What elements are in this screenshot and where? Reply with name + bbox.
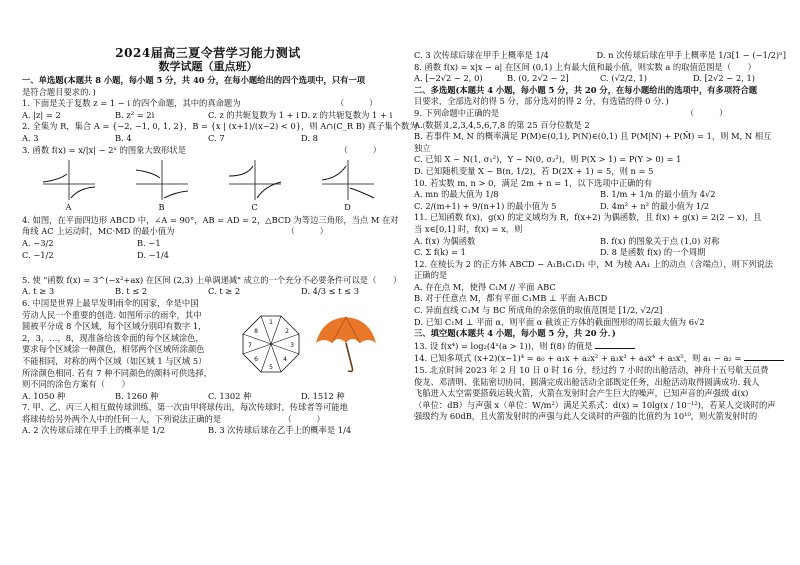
question-4-block [22, 214, 399, 275]
option-a: A. 1050 种 [22, 390, 66, 401]
svg-text:3: 3 [290, 342, 294, 350]
question-6-line: 所涂颜色相同. 若有 7 种不同颜色的颜料可供选择， [22, 367, 213, 378]
svg-text:7: 7 [248, 342, 252, 350]
answer-blank[interactable] [744, 352, 784, 361]
question-12-option-b: B. 对于任意点 M，都有平面 C₁MB ⊥ 平面 A₁BCD [414, 293, 608, 304]
section-single-choice-note: 是符合题目要求的．) [22, 86, 96, 97]
option-a: A. f(x) 为偶函数 [414, 235, 476, 246]
question-8-options [414, 73, 786, 85]
question-6-block [22, 298, 394, 391]
option-b: B. −1 [137, 237, 161, 248]
question-5-options [22, 286, 394, 298]
question-9-option-c: C. 已知 X ~ N(1, σ₁²)，Y ~ N(0, σ₂²)，则 P(X > 1) = P(Y > 0) = 1 [414, 154, 682, 165]
option-d: D. 4/3 ≤ t ≤ 3 [301, 286, 360, 297]
graph-a [39, 158, 99, 202]
question-12-option-a: A. 存在点 M，使得 C₁M // 平面 ABC [414, 281, 556, 292]
question-15-line: 强级约为 60dB，且火箭发射时的声强与此人交谈时的声强的比值约为 10¹⁰，则火箭发射时的 [414, 411, 758, 422]
graph-d [318, 158, 378, 202]
option-c: C. 3 次传球后球在甲手上概率是 1/4 [414, 50, 549, 60]
question-6-line: 劳动人民一个重要的创造. 如图所示的雨伞，其中 [22, 309, 202, 320]
octagon-umbrella-diagram [240, 313, 302, 375]
question-4-options-ab [22, 238, 252, 250]
option-b: B. (0, 2√2 − 2] [507, 73, 569, 84]
question-12-option-c: C. 异面直线 C₁M 与 BC 所成角的余弦值的取值范围是 [1/2, √2/2] [414, 305, 663, 316]
question-10-options-ab [414, 189, 786, 201]
option-c: C. z 的共轭复数为 1 + i [208, 109, 299, 120]
question-10: 10. 若实数 m, n > 0，满足 2m + n = 1，以下选项中正确的有 [414, 177, 653, 188]
section-fill-blank-header: 三、填空题(本题共 4 小题，每小题 5 分，共 20 分．) [414, 328, 616, 339]
option-d: D. 4m² + n² 的最小值为 1/2 [600, 200, 710, 211]
option-b: B. 1/m + 1/n 的最小值为 4√2 [600, 189, 716, 200]
question-7-cont: 将球传给另外两个人中的任何一人，下列说法正确的是 （ ） [22, 413, 325, 424]
option-c: C. t ≥ 2 [208, 286, 241, 297]
svg-text:6: 6 [254, 356, 258, 364]
question-15-line: 俊龙、邓清明、张陆密切协同，圆满完成出舱活动全部既定任务，出舱活动取得圆满成功. 载人 [414, 376, 760, 387]
svg-text:4: 4 [283, 356, 287, 364]
option-d: D. −1/4 [137, 249, 169, 260]
question-14: 14. 已知多项式 (x+2)(x−1)⁴ = a₀ + a₁x + a₂x² + a₃x³ + a₄x⁴ + a₅x⁵，则 a₁ − a₂ = [414, 352, 786, 365]
question-15-line: （单位：dB）与声强 x（单位：W/m²）满足关系式：d(x) = 10lg(x / 10⁻¹²)，若某人交谈时的声 [414, 399, 776, 410]
right-column [414, 0, 786, 565]
question-6-line: 要求每个区域涂一种颜色，相邻两个区域所涂颜色 [22, 344, 205, 355]
exam-title: 2024届高三夏令营学习能力测试 [115, 46, 301, 60]
section-single-choice-header: 一、单选题(本题共 8 小题，每小题 5 分，共 40 分，在每小题给出的四个选项中，只有一项 [22, 75, 366, 85]
question-1-options [22, 110, 394, 122]
question-6-figures [232, 298, 380, 391]
question-9-option-b-cont: 独立 [414, 142, 431, 153]
answer-blank[interactable] [595, 340, 635, 349]
section-multi-choice-note: 目要求，全部选对的得 5 分，部分选对的得 2 分，有选错的得 0 分．) [414, 96, 669, 107]
graph-label-b: B [158, 202, 165, 213]
option-d: D. 1512 种 [301, 390, 345, 401]
option-c: C. (√2/2, 1) [600, 73, 647, 84]
question-3: 3. 函数 f(x) = x/|x| − 2ˣ 的图象大致形状是 （ ） [22, 144, 381, 155]
option-a: A. 3 [22, 132, 39, 143]
option-c: C. 1302 种 [208, 390, 252, 401]
question-3-graph-labels [22, 202, 394, 214]
question-6-line: 圆被平分成 8 个区域，每个区域分别印有数字 1， [22, 321, 207, 332]
question-4: 4. 如图，在平面四边形 ABCD 中，∠A = 90°，AB = AD = 2，△BCD 为等边三角形，当点 M 在对 [22, 214, 399, 225]
graph-label-d: D [344, 202, 351, 213]
question-4-options-cd [22, 250, 252, 262]
question-11-options-ab [414, 236, 786, 248]
svg-text:1: 1 [269, 319, 273, 327]
question-6-line: 不能相同，对称的两个区域（如区域 1 与区域 5） [22, 355, 207, 366]
question-8: 8. 函数 f(x) = x|x − a| 在区间 (0,1) 上有最大值和最小值，则实数 a 的取值范围是（ ） [414, 61, 756, 72]
section-multi-choice-header: 二、多选题(本题共 4 小题，每小题 5 分，共 20 分，在每小题给出的选项中，有多项符合题 [414, 84, 758, 95]
option-d: D. n 次传球后球在甲手上概率是 1/3[1 − (−1/2)ⁿ] [596, 50, 786, 60]
question-5: 5. 使 "函数 f(x) = 3^(−x²+ax) 在区间 (2,3) 上单调递减" 成立的一个充分不必要条件可以是（ ） [22, 274, 402, 285]
option-a: A. t ≥ 3 [22, 286, 55, 297]
option-c: C. 2/(m+1) + 9/(n+1) 的最小值为 5 [414, 200, 557, 211]
option-a: A. [−2√2 − 2, 0) [414, 73, 483, 84]
question-15-line: 15. 北京时间 2023 年 2 月 10 日 0 时 16 分，经过约 7 小时的出舱活动，神舟十五号航天员费 [414, 365, 769, 376]
question-6-line: 2，3，…，8，现准备给该伞面的每个区域涂色， [22, 332, 204, 343]
option-c: C. 7 [208, 132, 225, 143]
question-9-option-d: D. 已知随机变量 X ~ B(n, 1/2)，若 D(2X + 1) = 5，则 n = 5 [414, 165, 654, 176]
umbrella-icon [312, 313, 380, 375]
question-6-line: 6. 中国是世界上最早发明雨伞的国家，伞是中国 [22, 297, 199, 308]
question-12: 12. 在棱长为 2 的正方体 ABCD − A₁B₁C₁D₁ 中，M 为棱 AA₁ 上的动点（含端点），则下列说法 [414, 258, 774, 269]
option-a: A. mn 的最大值为 1/8 [414, 189, 499, 200]
question-15-line: 飞船进入太空需要搭载运载火箭，火箭在发射时会产生巨大的噪声，已知声音的声强级 d(x) [414, 388, 749, 399]
option-b: B. 4 [115, 132, 132, 143]
question-4-cont: 角线 AC 上运动时，MC·MD 的最小值为 （ ） [22, 226, 328, 237]
question-6-line: 则不同的涂色方案有（ ） [22, 379, 130, 390]
question-2-options [22, 133, 394, 145]
option-b: B. f(x) 的图象关于点 (1,0) 对称 [600, 235, 720, 246]
question-11-options-cd [414, 247, 786, 259]
graph-b [132, 158, 192, 202]
question-7: 7. 甲、乙、丙三人相互做传球训练，第一次由甲将球传出，每次传球时，传球者等可能地 [22, 402, 348, 413]
option-b: B. 3 次传球后球在乙手上的概率是 1/4 [208, 425, 352, 436]
question-11-cont: 当 x∈[0,1] 时，f(x) = x，则 [414, 223, 523, 234]
question-3-graphs [22, 158, 394, 202]
svg-text:5: 5 [269, 364, 273, 372]
graph-label-c: C [251, 202, 258, 213]
svg-text:2: 2 [285, 328, 289, 336]
question-9-option-a: A. 数据 1,2,3,4,5,6,7,8 的第 25 百分位数是 2 [414, 119, 590, 130]
svg-text:8: 8 [254, 328, 258, 336]
question-1: 1. 下面是关于复数 z = 1 − i 的四个命题，其中的真命题为 （ ） [22, 98, 378, 109]
option-b: B. 1260 种 [115, 390, 159, 401]
question-7-options-ab [22, 425, 394, 437]
question-2: 2. 全集为 R，集合 A = {−2, −1, 0, 1, 2}，B = {x | (x+1)/(x−2) < 0}，则 A∩(C_R B) 真子集个数为（ ） [22, 121, 451, 132]
option-a: A. |z| = 2 [22, 109, 61, 120]
option-d: D. [2√2 − 2, 1) [693, 73, 756, 84]
option-d: D. 8 是函数 f(x) 的一个周期 [600, 247, 706, 258]
question-11: 11. 已知函数 f(x)，g(x) 的定义域均为 R，f(x+2) 为偶函数，且 f(x) + g(x) = 2(2 − x)，且 [414, 212, 762, 223]
option-a: A. −3/2 [22, 237, 54, 248]
option-d: D. z 的共轭复数为 1 + i [301, 109, 393, 120]
question-9: 9. 下列命题中正确的是 （ ） [414, 107, 728, 118]
option-a: A. 2 次传球后球在甲手上的概率是 1/2 [22, 425, 166, 436]
question-10-options-cd [414, 201, 786, 213]
option-b: B. t ≤ 2 [115, 286, 148, 297]
question-12-cont: 正确的是 [414, 270, 448, 281]
graph-label-a: A [65, 202, 72, 213]
exam-subtitle: 数学试题（重点班） [158, 60, 258, 73]
option-c: C. Σ f(k) = 1 [414, 247, 466, 258]
option-d: D. 8 [301, 132, 318, 143]
graph-c [225, 158, 285, 202]
question-13: 13. 设 f(x⁴) = log₂(4ˣ(a > 1))，则 f(8) 的值是 [414, 340, 786, 353]
option-c: C. −1/2 [22, 249, 54, 260]
question-7-options-cd [414, 50, 786, 62]
option-b: B. z² = 2i [115, 109, 155, 120]
question-6-options [22, 391, 394, 403]
question-12-option-d: D. 已知 C₁M ⊥ 平面 α，则平面 α 截该正方体的截面图形的周长最大值为 6√2 [414, 316, 705, 327]
question-9-option-b: B. 若事件 M, N 的概率满足 P(M)∈(0,1), P(N)∈(0,1) 且 P(M|N) + P(M̄) = 1，则 M, N 相互 [414, 131, 772, 142]
